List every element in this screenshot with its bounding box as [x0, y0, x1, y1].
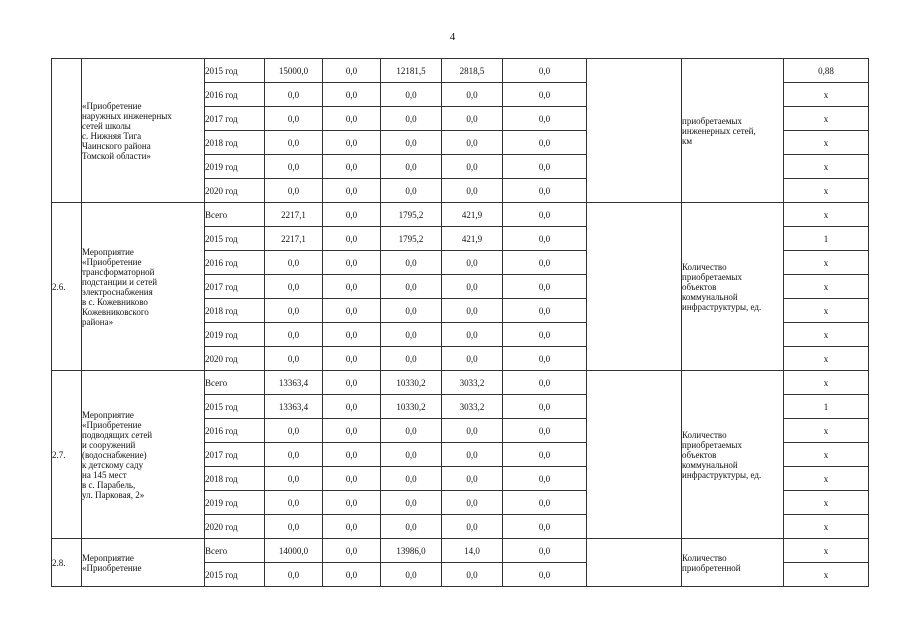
other-cell: 0,0 — [503, 107, 587, 131]
year-cell: Всего — [205, 371, 265, 395]
empty-cell — [587, 203, 682, 371]
year-cell: 2015 год — [205, 563, 265, 587]
federal-cell: 0,0 — [323, 107, 381, 131]
year-cell: 2020 год — [205, 179, 265, 203]
local-cell: 0,0 — [442, 323, 503, 347]
year-cell: 2017 год — [205, 443, 265, 467]
federal-cell: 0,0 — [323, 515, 381, 539]
federal-cell: 0,0 — [323, 323, 381, 347]
regional-cell: 0,0 — [381, 467, 442, 491]
item-number-cell: 2.7. — [52, 371, 82, 539]
local-cell: 14,0 — [442, 539, 503, 563]
federal-cell: 0,0 — [323, 227, 381, 251]
program-table — [51, 58, 869, 587]
local-cell: 0,0 — [442, 347, 503, 371]
federal-cell: 0,0 — [323, 275, 381, 299]
item-number-cell: 2.6. — [52, 203, 82, 371]
regional-cell: 0,0 — [381, 491, 442, 515]
total-cell: 2217,1 — [265, 227, 323, 251]
other-cell: 0,0 — [503, 299, 587, 323]
federal-cell: 0,0 — [323, 131, 381, 155]
other-cell: 0,0 — [503, 227, 587, 251]
local-cell: 3033,2 — [442, 371, 503, 395]
local-cell: 0,0 — [442, 275, 503, 299]
total-cell: 0,0 — [265, 107, 323, 131]
local-cell: 0,0 — [442, 491, 503, 515]
table-row — [52, 539, 869, 563]
item-number-cell: 2.8. — [52, 539, 82, 587]
local-cell: 3033,2 — [442, 395, 503, 419]
year-cell: 2017 год — [205, 275, 265, 299]
table-body — [52, 59, 869, 587]
federal-cell: 0,0 — [323, 443, 381, 467]
regional-cell: 0,0 — [381, 443, 442, 467]
regional-cell: 13986,0 — [381, 539, 442, 563]
indicator-value-cell: х — [784, 275, 869, 299]
indicator-value-cell: х — [784, 155, 869, 179]
total-cell: 0,0 — [265, 155, 323, 179]
indicator-value-cell: 1 — [784, 395, 869, 419]
indicator-value-cell: 0,88 — [784, 59, 869, 83]
indicator-name-cell: Количество приобретаемых объектов коммунальной инфраструктуры, ед. — [682, 203, 784, 371]
other-cell: 0,0 — [503, 275, 587, 299]
total-cell: 0,0 — [265, 419, 323, 443]
total-cell: 0,0 — [265, 323, 323, 347]
year-cell: 2015 год — [205, 59, 265, 83]
year-cell: Всего — [205, 203, 265, 227]
total-cell: 13363,4 — [265, 395, 323, 419]
page-number: 4 — [449, 31, 456, 43]
other-cell: 0,0 — [503, 251, 587, 275]
regional-cell: 0,0 — [381, 251, 442, 275]
local-cell: 0,0 — [442, 419, 503, 443]
year-cell: Всего — [205, 539, 265, 563]
table-row — [52, 59, 869, 83]
federal-cell: 0,0 — [323, 347, 381, 371]
regional-cell: 1795,2 — [381, 203, 442, 227]
indicator-value-cell: х — [784, 443, 869, 467]
empty-cell — [587, 539, 682, 587]
item-number-cell — [52, 59, 82, 203]
local-cell: 0,0 — [442, 83, 503, 107]
total-cell: 0,0 — [265, 467, 323, 491]
other-cell: 0,0 — [503, 563, 587, 587]
regional-cell: 12181,5 — [381, 59, 442, 83]
federal-cell: 0,0 — [323, 539, 381, 563]
local-cell: 0,0 — [442, 563, 503, 587]
federal-cell: 0,0 — [323, 419, 381, 443]
local-cell: 421,9 — [442, 227, 503, 251]
total-cell: 14000,0 — [265, 539, 323, 563]
measure-name-cell: Мероприятие «Приобретение трансформаторной подстанции и сетей электроснабжения в с. Кожевниково Кожевниковского района» — [82, 203, 205, 371]
other-cell: 0,0 — [503, 179, 587, 203]
other-cell: 0,0 — [503, 443, 587, 467]
regional-cell: 1795,2 — [381, 227, 442, 251]
local-cell: 421,9 — [442, 203, 503, 227]
local-cell: 0,0 — [442, 155, 503, 179]
other-cell: 0,0 — [503, 83, 587, 107]
local-cell: 0,0 — [442, 107, 503, 131]
year-cell: 2019 год — [205, 155, 265, 179]
local-cell: 0,0 — [442, 299, 503, 323]
other-cell: 0,0 — [503, 131, 587, 155]
indicator-value-cell: х — [784, 491, 869, 515]
indicator-value-cell: х — [784, 299, 869, 323]
indicator-value-cell: х — [784, 323, 869, 347]
other-cell: 0,0 — [503, 371, 587, 395]
other-cell: 0,0 — [503, 419, 587, 443]
indicator-value-cell: х — [784, 563, 869, 587]
other-cell: 0,0 — [503, 155, 587, 179]
total-cell: 13363,4 — [265, 371, 323, 395]
total-cell: 0,0 — [265, 491, 323, 515]
other-cell: 0,0 — [503, 467, 587, 491]
table-row — [52, 203, 869, 227]
year-cell: 2018 год — [205, 131, 265, 155]
regional-cell: 0,0 — [381, 515, 442, 539]
federal-cell: 0,0 — [323, 467, 381, 491]
indicator-value-cell: х — [784, 419, 869, 443]
total-cell: 15000,0 — [265, 59, 323, 83]
indicator-name-cell: Количество приобретенной — [682, 539, 784, 587]
federal-cell: 0,0 — [323, 203, 381, 227]
regional-cell: 0,0 — [381, 563, 442, 587]
total-cell: 0,0 — [265, 347, 323, 371]
indicator-value-cell: х — [784, 131, 869, 155]
indicator-value-cell: х — [784, 467, 869, 491]
total-cell: 0,0 — [265, 83, 323, 107]
local-cell: 0,0 — [442, 467, 503, 491]
other-cell: 0,0 — [503, 539, 587, 563]
other-cell: 0,0 — [503, 203, 587, 227]
local-cell: 0,0 — [442, 251, 503, 275]
indicator-value-cell: х — [784, 203, 869, 227]
total-cell: 0,0 — [265, 299, 323, 323]
local-cell: 0,0 — [442, 443, 503, 467]
year-cell: 2015 год — [205, 395, 265, 419]
regional-cell: 0,0 — [381, 323, 442, 347]
total-cell: 0,0 — [265, 563, 323, 587]
federal-cell: 0,0 — [323, 563, 381, 587]
local-cell: 2818,5 — [442, 59, 503, 83]
local-cell: 0,0 — [442, 131, 503, 155]
total-cell: 0,0 — [265, 515, 323, 539]
total-cell: 0,0 — [265, 275, 323, 299]
measure-name-cell: Мероприятие «Приобретение — [82, 539, 205, 587]
local-cell: 0,0 — [442, 515, 503, 539]
other-cell: 0,0 — [503, 491, 587, 515]
federal-cell: 0,0 — [323, 395, 381, 419]
indicator-value-cell: х — [784, 83, 869, 107]
regional-cell: 0,0 — [381, 179, 442, 203]
total-cell: 0,0 — [265, 131, 323, 155]
federal-cell: 0,0 — [323, 371, 381, 395]
total-cell: 0,0 — [265, 251, 323, 275]
table-row — [52, 371, 869, 395]
federal-cell: 0,0 — [323, 491, 381, 515]
federal-cell: 0,0 — [323, 251, 381, 275]
year-cell: 2016 год — [205, 419, 265, 443]
indicator-value-cell: х — [784, 347, 869, 371]
regional-cell: 0,0 — [381, 107, 442, 131]
year-cell: 2016 год — [205, 251, 265, 275]
empty-cell — [587, 371, 682, 539]
federal-cell: 0,0 — [323, 59, 381, 83]
indicator-value-cell: х — [784, 179, 869, 203]
indicator-name-cell: Количество приобретаемых объектов коммунальной инфраструктуры, ед. — [682, 371, 784, 539]
measure-name-cell: Мероприятие «Приобретение подводящих сетей и сооружений (водоснабжение) к детскому саду на 145 мест в с. Парабель, ул. Парковая, 2» — [82, 371, 205, 539]
regional-cell: 0,0 — [381, 419, 442, 443]
indicator-value-cell: х — [784, 107, 869, 131]
year-cell: 2020 год — [205, 515, 265, 539]
indicator-value-cell: х — [784, 539, 869, 563]
indicator-value-cell: 1 — [784, 227, 869, 251]
local-cell: 0,0 — [442, 179, 503, 203]
other-cell: 0,0 — [503, 347, 587, 371]
year-cell: 2017 год — [205, 107, 265, 131]
year-cell: 2019 год — [205, 491, 265, 515]
regional-cell: 0,0 — [381, 275, 442, 299]
indicator-value-cell: х — [784, 515, 869, 539]
federal-cell: 0,0 — [323, 83, 381, 107]
regional-cell: 10330,2 — [381, 371, 442, 395]
other-cell: 0,0 — [503, 515, 587, 539]
regional-cell: 0,0 — [381, 299, 442, 323]
measure-name-cell: «Приобретение наружных инженерных сетей школы с. Нижняя Тига Чаинского района Томской области» — [82, 59, 205, 203]
regional-cell: 0,0 — [381, 155, 442, 179]
indicator-value-cell: х — [784, 371, 869, 395]
year-cell: 2018 год — [205, 467, 265, 491]
regional-cell: 0,0 — [381, 83, 442, 107]
year-cell: 2018 год — [205, 299, 265, 323]
federal-cell: 0,0 — [323, 179, 381, 203]
year-cell: 2020 год — [205, 347, 265, 371]
other-cell: 0,0 — [503, 323, 587, 347]
total-cell: 0,0 — [265, 179, 323, 203]
year-cell: 2019 год — [205, 323, 265, 347]
other-cell: 0,0 — [503, 59, 587, 83]
regional-cell: 0,0 — [381, 347, 442, 371]
indicator-value-cell: х — [784, 251, 869, 275]
regional-cell: 10330,2 — [381, 395, 442, 419]
regional-cell: 0,0 — [381, 131, 442, 155]
federal-cell: 0,0 — [323, 299, 381, 323]
federal-cell: 0,0 — [323, 155, 381, 179]
empty-cell — [587, 59, 682, 203]
year-cell: 2016 год — [205, 83, 265, 107]
year-cell: 2015 год — [205, 227, 265, 251]
other-cell: 0,0 — [503, 395, 587, 419]
indicator-name-cell: приобретаемых инженерных сетей, км — [682, 59, 784, 203]
total-cell: 0,0 — [265, 443, 323, 467]
total-cell: 2217,1 — [265, 203, 323, 227]
